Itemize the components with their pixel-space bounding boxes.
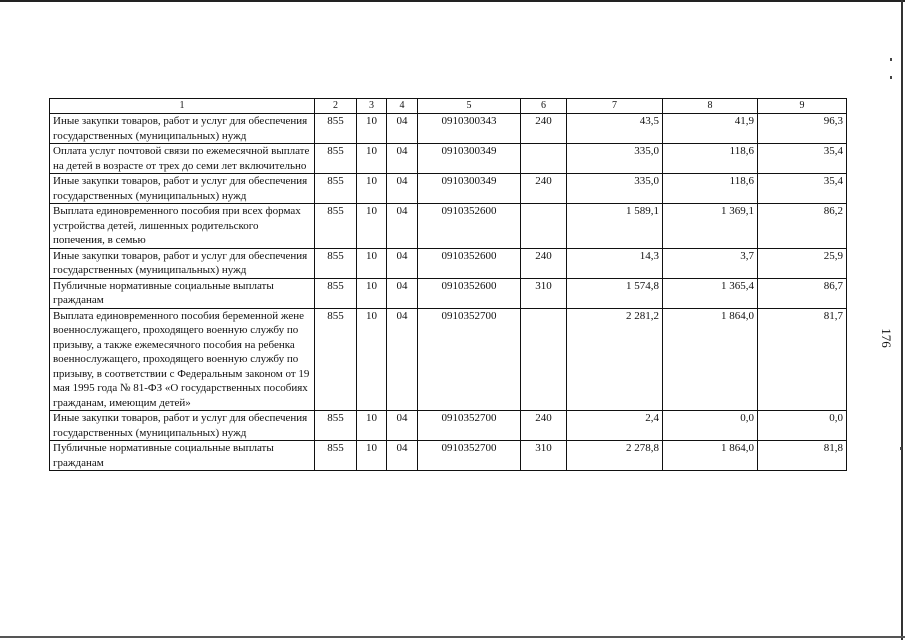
row-value-cell: 10 [357,411,387,441]
row-value-cell: 10 [357,278,387,308]
page-number: 176 [878,328,894,348]
row-value-cell: 855 [315,278,357,308]
row-value-cell: 855 [315,308,357,411]
column-header: 2 [315,99,357,114]
table-row [50,174,847,204]
row-value-cell: 1 589,1 [567,204,663,249]
row-value-cell: 04 [387,411,418,441]
table-header-row [50,99,847,114]
row-value-cell: 335,0 [567,144,663,174]
row-value-cell [521,308,567,411]
row-value-cell: 10 [357,174,387,204]
row-value-cell: 10 [357,144,387,174]
row-name-cell: Иные закупки товаров, работ и услуг для обеспечения государственных (муниципальных) нужд [50,411,315,441]
row-value-cell: 04 [387,308,418,411]
budget-table [49,98,847,471]
row-value-cell: 2,4 [567,411,663,441]
column-header: 8 [663,99,758,114]
row-value-cell: 310 [521,441,567,471]
row-name-cell: Иные закупки товаров, работ и услуг для обеспечения государственных (муниципальных) нужд [50,174,315,204]
row-value-cell: 310 [521,278,567,308]
row-value-cell: 2 278,8 [567,441,663,471]
scan-speck [890,76,892,79]
row-value-cell: 1 574,8 [567,278,663,308]
table-row [50,144,847,174]
row-value-cell: 240 [521,248,567,278]
column-header: 4 [387,99,418,114]
row-value-cell: 1 864,0 [663,308,758,411]
row-value-cell: 35,4 [758,174,847,204]
column-header: 9 [758,99,847,114]
column-header: 5 [418,99,521,114]
row-value-cell: 96,3 [758,114,847,144]
row-value-cell: 04 [387,248,418,278]
column-header: 1 [50,99,315,114]
table-row [50,278,847,308]
row-value-cell: 10 [357,204,387,249]
row-value-cell: 04 [387,114,418,144]
row-value-cell: 04 [387,174,418,204]
column-header: 6 [521,99,567,114]
table-row [50,248,847,278]
row-value-cell: 04 [387,204,418,249]
row-name-cell: Иные закупки товаров, работ и услуг для обеспечения государственных (муниципальных) нужд [50,114,315,144]
row-value-cell: 0910352700 [418,441,521,471]
table-body [50,114,847,471]
row-value-cell: 1 369,1 [663,204,758,249]
row-value-cell: 855 [315,114,357,144]
row-value-cell: 855 [315,174,357,204]
row-value-cell: 04 [387,278,418,308]
row-value-cell: 0910352600 [418,248,521,278]
row-value-cell: 10 [357,248,387,278]
row-value-cell: 0910300349 [418,144,521,174]
row-value-cell: 25,9 [758,248,847,278]
column-header: 3 [357,99,387,114]
row-value-cell: 10 [357,441,387,471]
row-name-cell: Выплата единовременного пособия беременной жене военнослужащего, проходящего военную службу по призыву, а также ежемесячного пособия на ребенка военнослужащего, проходящего военную службу по призыву, в соответствии с Федеральным законом от 19 мая 1995 года № 81-ФЗ «О государственных пособиях гражданам, имеющим детей» [50,308,315,411]
row-value-cell: 0910300343 [418,114,521,144]
row-value-cell: 118,6 [663,174,758,204]
row-value-cell: 2 281,2 [567,308,663,411]
row-value-cell: 35,4 [758,144,847,174]
row-value-cell: 0,0 [758,411,847,441]
row-value-cell: 1 864,0 [663,441,758,471]
row-value-cell: 41,9 [663,114,758,144]
row-value-cell: 0910300349 [418,174,521,204]
row-value-cell: 0910352600 [418,204,521,249]
row-value-cell: 0910352700 [418,411,521,441]
row-value-cell: 855 [315,411,357,441]
row-value-cell [521,144,567,174]
row-name-cell: Иные закупки товаров, работ и услуг для обеспечения государственных (муниципальных) нужд [50,248,315,278]
row-value-cell: 81,7 [758,308,847,411]
row-value-cell: 855 [315,441,357,471]
row-value-cell: 0,0 [663,411,758,441]
table-row [50,441,847,471]
row-value-cell [521,204,567,249]
row-value-cell: 855 [315,204,357,249]
row-value-cell: 3,7 [663,248,758,278]
row-value-cell: 118,6 [663,144,758,174]
row-value-cell: 86,2 [758,204,847,249]
row-value-cell: 855 [315,248,357,278]
row-name-cell: Публичные нормативные социальные выплаты гражданам [50,278,315,308]
table-row [50,308,847,411]
row-value-cell: 43,5 [567,114,663,144]
row-value-cell: 86,7 [758,278,847,308]
row-name-cell: Публичные нормативные социальные выплаты гражданам [50,441,315,471]
row-value-cell: 0910352700 [418,308,521,411]
row-name-cell: Оплата услуг почтовой связи по ежемесячной выплате на детей в возрасте от трех до семи лет включительно [50,144,315,174]
row-value-cell: 04 [387,441,418,471]
scan-border-bottom [0,636,905,638]
row-value-cell: 10 [357,114,387,144]
scan-border-right [901,0,903,640]
row-value-cell: 1 365,4 [663,278,758,308]
row-value-cell: 14,3 [567,248,663,278]
scan-speck [900,447,902,450]
table-row [50,204,847,249]
row-value-cell: 240 [521,174,567,204]
row-value-cell: 04 [387,144,418,174]
scan-speck [890,58,892,61]
table-row [50,114,847,144]
row-value-cell: 0910352600 [418,278,521,308]
row-value-cell: 240 [521,114,567,144]
scan-border-top [0,0,905,2]
row-value-cell: 10 [357,308,387,411]
column-header: 7 [567,99,663,114]
row-value-cell: 335,0 [567,174,663,204]
row-value-cell: 240 [521,411,567,441]
row-value-cell: 81,8 [758,441,847,471]
table-row [50,411,847,441]
row-value-cell: 855 [315,144,357,174]
row-name-cell: Выплата единовременного пособия при всех формах устройства детей, лишенных родительского попечения, в семью [50,204,315,249]
